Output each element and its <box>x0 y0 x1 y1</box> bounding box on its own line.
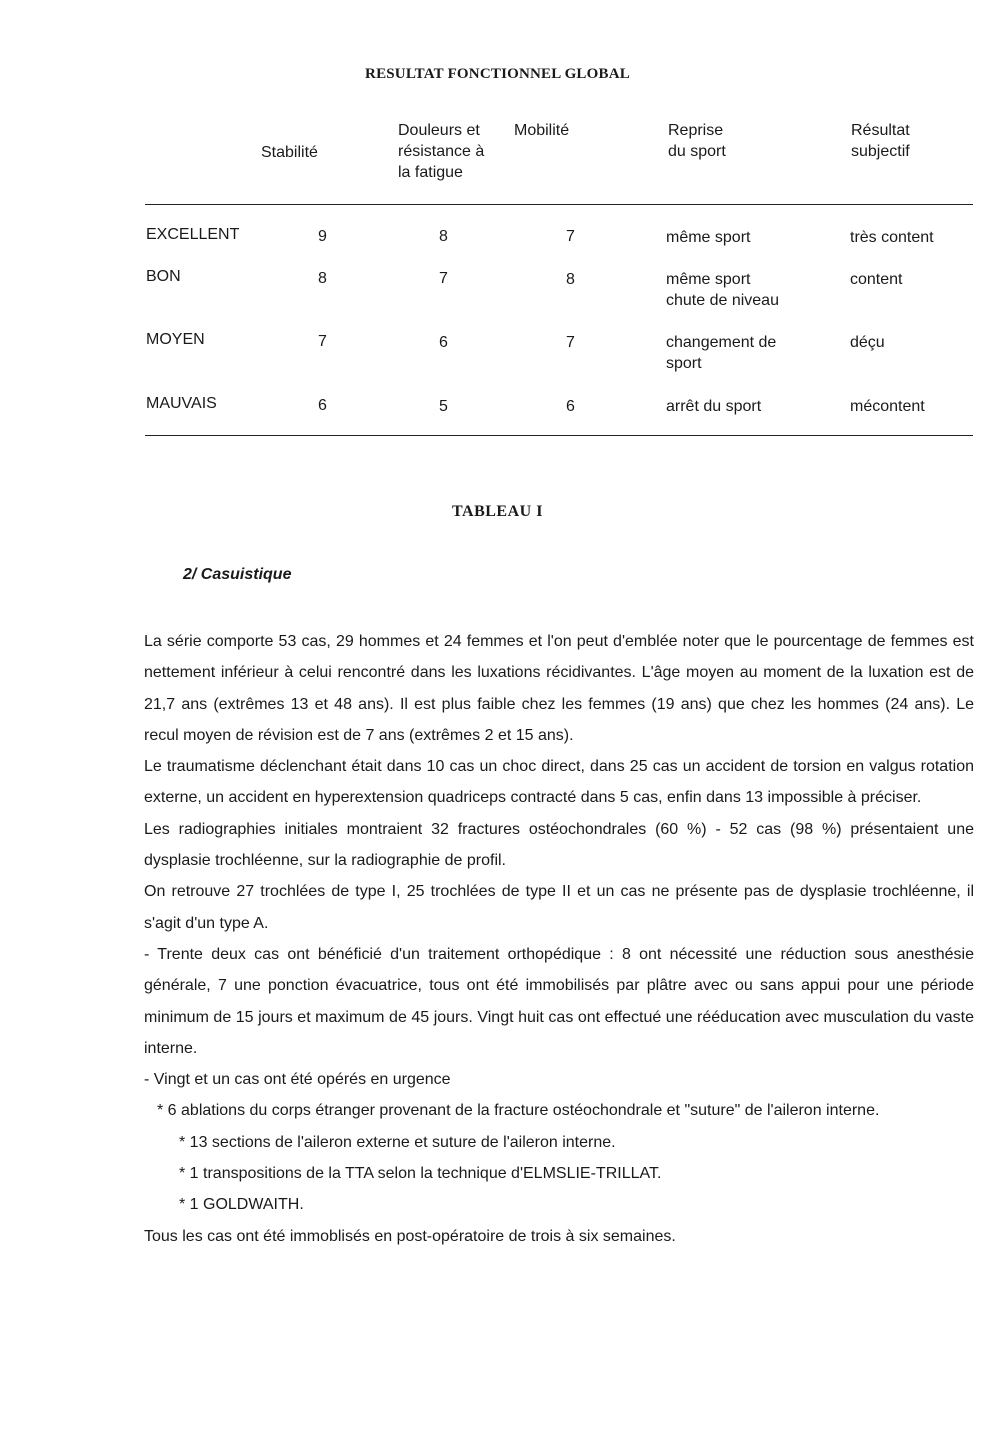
header-douleurs: Douleurs et résistance à la fatigue <box>398 122 485 181</box>
row-mobilite: 6 <box>566 398 575 415</box>
row-reprise: même sport chute de niveau <box>666 271 779 309</box>
header-reprise: Reprise du sport <box>668 122 726 160</box>
table-rule-top <box>145 204 973 205</box>
header-resultat: Résultat subjectif <box>851 122 910 160</box>
section-heading: 2/ Casuistique <box>183 566 292 583</box>
row-resultat: content <box>850 271 903 288</box>
row-douleurs: 6 <box>439 334 448 351</box>
paragraph: La série comporte 53 cas, 29 hommes et 24 femmes et l'on peut d'emblée noter que le pourcentage de femmes est nettement inférieur à celui rencontré dans les luxations récidivantes. L'âge moyen au moment de la luxation est de 21,7 ans (extrêmes 13 et 48 ans). Il est plus faible chez les femmes (19 ans) que chez les hommes (24 ans). Le recul moyen de révision est de 7 ans (extrêmes 2 et 15 ans). <box>144 633 974 744</box>
row-mobilite: 8 <box>566 271 575 288</box>
row-resultat: très content <box>850 229 934 246</box>
row-douleurs: 5 <box>439 398 448 415</box>
row-mobilite: 7 <box>566 228 575 245</box>
table-title: RESULTAT FONCTIONNEL GLOBAL <box>365 66 630 82</box>
paragraph: - Trente deux cas ont bénéficié d'un traitement orthopédique : 8 ont nécessité une réduction sous anesthésie générale, 7 une ponction évacuatrice, tous ont été immobilisés par plâtre avec ou sans appui pour une période minimum de 15 jours et maximum de 45 jours. Vingt huit cas ont effectué une rééducation avec musculation du vaste interne. <box>144 945 974 1057</box>
row-reprise: changement de sport <box>666 334 777 372</box>
paragraph: - Vingt et un cas ont été opérés en urgence <box>144 1071 451 1089</box>
row-stabilite: 9 <box>318 228 327 245</box>
row-reprise: même sport <box>666 229 751 246</box>
bullet-item: * 1 GOLDWAITH. <box>179 1196 304 1214</box>
row-stabilite: 7 <box>318 333 327 350</box>
row-grade: MOYEN <box>146 331 205 348</box>
row-douleurs: 7 <box>439 270 448 287</box>
row-resultat: déçu <box>850 334 885 351</box>
closing-paragraph: Tous les cas ont été immoblisés en post-opératoire de trois à six semaines. <box>144 1227 676 1245</box>
body-text <box>144 626 974 1252</box>
row-stabilite: 8 <box>318 270 327 287</box>
row-mobilite: 7 <box>566 334 575 351</box>
row-grade: MAUVAIS <box>146 395 217 412</box>
row-stabilite: 6 <box>318 397 327 414</box>
table-caption: TABLEAU I <box>452 503 543 520</box>
row-grade: BON <box>146 268 181 285</box>
bullet-item: * 13 sections de l'aileron externe et suture de l'aileron interne. <box>179 1133 616 1151</box>
header-stabilite: Stabilité <box>261 144 318 161</box>
row-resultat: mécontent <box>850 398 925 415</box>
paragraph: On retrouve 27 trochlées de type I, 25 trochlées de type II et un cas ne présente pas de dysplasie trochléenne, il s'agit d'un type A. <box>144 883 974 932</box>
bullet-item: * 6 ablations du corps étranger provenant de la fracture ostéochondrale et "suture" de l'aileron interne. <box>157 1102 880 1120</box>
header-mobilite: Mobilité <box>514 122 570 139</box>
row-douleurs: 8 <box>439 228 448 245</box>
table-rule-bottom <box>145 435 973 436</box>
bullet-item: * 1 transpositions de la TTA selon la technique d'ELMSLIE-TRILLAT. <box>179 1165 662 1183</box>
row-reprise: arrêt du sport <box>666 398 762 415</box>
row-grade: EXCELLENT <box>146 226 240 243</box>
paragraph: Le traumatisme déclenchant était dans 10 cas un choc direct, dans 25 cas un accident de torsion en valgus rotation externe, un accident en hyperextension quadriceps contracté dans 5 cas, enfin dans 13 impossible à préciser. <box>144 758 974 807</box>
paragraph: Les radiographies initiales montraient 32 fractures ostéochondrales (60 %) - 52 cas (98 %) présentaient une dysplasie trochléenne, sur la radiographie de profil. <box>144 820 974 870</box>
